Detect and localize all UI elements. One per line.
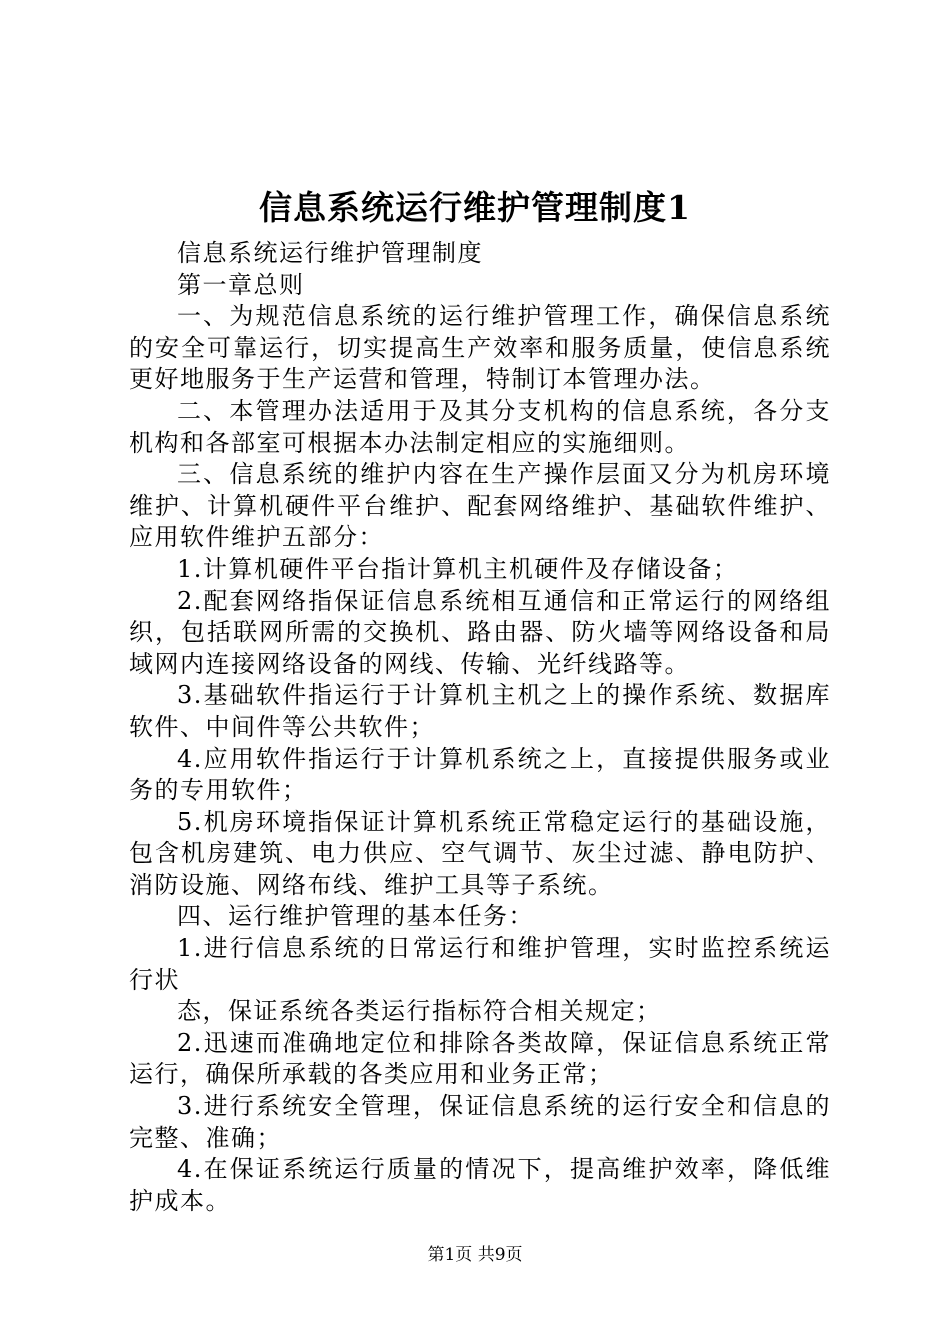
page-footer: 第1页 共9页 [427,1245,523,1265]
paragraph: 1.计算机硬件平台指计算机主机硬件及存储设备； [177,554,739,583]
paragraph: 四、运行维护管理的基本任务： [177,902,534,931]
paragraph: 1.进行信息系统的日常运行和维护管理，实时监控系统运行状 [129,934,831,994]
paragraph: 4.应用软件指运行于计算机系统之上，直接提供服务或业务的专用软件； [129,744,831,805]
paragraph: 4.在保证系统运行质量的情况下，提高维护效率，降低维护成本。 [129,1155,831,1215]
paragraph: 第一章总则 [177,270,305,299]
paragraph: 信息系统运行维护管理制度 [177,239,483,267]
document-body [129,238,831,1217]
paragraph: 2.迅速而准确地定位和排除各类故障，保证信息系统正常运行，确保所承载的各类应用和业务正常； [129,1028,831,1089]
paragraph: 2.配套网络指保证信息系统相互通信和正常运行的网络组织，包括联网所需的交换机、路由器、防火墙等网络设备和局域网内连接网络设备的网线、传输、光纤线路等。 [129,586,831,678]
document-title: 信息系统运行维护管理制度1 [259,188,691,227]
paragraph: 三、信息系统的维护内容在生产操作层面又分为机房环境维护、计算机硬件平台维护、配套网络维护、基础软件维护、应用软件维护五部分： [129,460,831,552]
paragraph: 3.基础软件指运行于计算机主机之上的操作系统、数据库软件、中间件等公共软件； [129,681,831,741]
paragraph: 二、本管理办法适用于及其分支机构的信息系统，各分支机构和各部室可根据本办法制定相应的实施细则。 [129,396,831,457]
paragraph: 5.机房环境指保证计算机系统正常稳定运行的基础设施，包含机房建筑、电力供应、空气调节、灰尘过滤、静电防护、消防设施、网络布线、维护工具等子系统。 [129,807,831,899]
paragraph: 态，保证系统各类运行指标符合相关规定； [177,997,662,1026]
paragraph: 3.进行系统安全管理，保证信息系统的运行安全和信息的完整、准确； [129,1092,831,1152]
paragraph: 一、为规范信息系统的运行维护管理工作，确保信息系统的安全可靠运行，切实提高生产效率和服务质量，使信息系统更好地服务于生产运营和管理，特制订本管理办法。 [129,302,831,394]
